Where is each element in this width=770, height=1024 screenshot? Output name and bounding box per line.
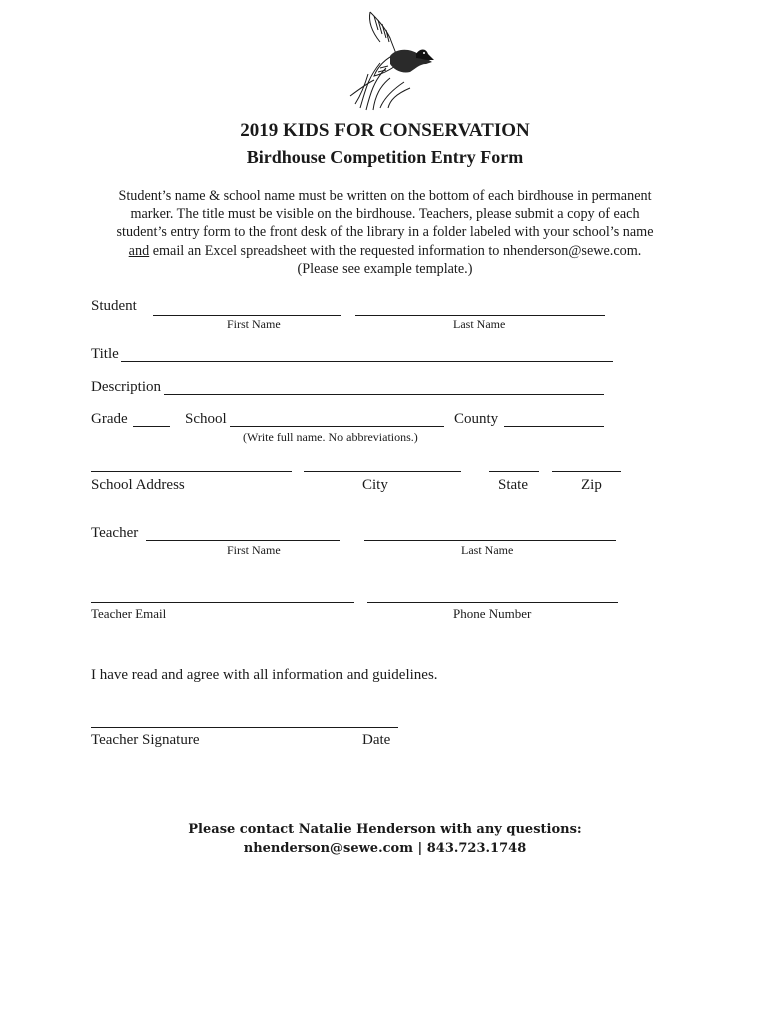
teacher-email-label: Teacher Email xyxy=(91,606,167,621)
teacher-last-name-caption: Last Name xyxy=(461,543,514,557)
school-hint: (Write full name. No abbreviations.) xyxy=(243,430,418,444)
state-field[interactable] xyxy=(489,471,539,472)
underlined-and: and xyxy=(128,242,150,259)
school-address-field[interactable] xyxy=(91,471,292,472)
intro-line: Student’s name & school name must be written on the bottom of each birdhouse in permanent xyxy=(118,188,652,204)
phone-number-label: Phone Number xyxy=(453,606,532,621)
teacher-first-name-caption: First Name xyxy=(227,543,281,557)
school-label: School xyxy=(185,411,227,427)
contact-line: Please contact Natalie Henderson with any questions: xyxy=(188,822,582,837)
contact-block xyxy=(0,820,770,858)
county-label: County xyxy=(454,411,499,427)
title-label: Title xyxy=(91,346,119,362)
form-subtitle: Birdhouse Competition Entry Form xyxy=(246,147,524,167)
zip-label: Zip xyxy=(581,477,602,493)
student-label: Student xyxy=(91,298,137,314)
teacher-first-name-field[interactable] xyxy=(146,540,340,541)
student-first-name-field[interactable] xyxy=(153,315,341,316)
form-title: 2019 KIDS FOR CONSERVATION xyxy=(240,120,530,141)
contact-info: nhenderson@sewe.com | 843.723.1748 xyxy=(243,841,527,856)
intro-line xyxy=(85,242,685,260)
teacher-last-name-field[interactable] xyxy=(364,540,616,541)
grade-field[interactable] xyxy=(133,426,170,427)
duck-logo-icon xyxy=(340,8,440,112)
first-name-caption: First Name xyxy=(227,317,281,331)
city-label: City xyxy=(362,477,388,493)
teacher-signature-label: Teacher Signature xyxy=(91,732,200,748)
school-address-label: School Address xyxy=(91,477,185,493)
description-field[interactable] xyxy=(164,394,604,395)
description-label: Description xyxy=(91,379,161,395)
date-label: Date xyxy=(362,732,391,748)
teacher-label: Teacher xyxy=(91,525,139,541)
teacher-email-field[interactable] xyxy=(91,602,354,603)
city-field[interactable] xyxy=(304,471,461,472)
county-field[interactable] xyxy=(504,426,604,427)
intro-line-rest: email an Excel spreadsheet with the requested information to nhenderson@sewe.com. xyxy=(149,242,642,259)
school-field[interactable] xyxy=(230,426,444,427)
grade-label: Grade xyxy=(91,411,128,427)
phone-number-field[interactable] xyxy=(367,602,618,603)
zip-field[interactable] xyxy=(552,471,621,472)
last-name-caption: Last Name xyxy=(453,317,506,331)
intro-line: (Please see example template.) xyxy=(297,260,473,277)
signature-date-field[interactable] xyxy=(91,727,398,728)
student-last-name-field[interactable] xyxy=(355,315,605,316)
intro-line: marker. The title must be visible on the birdhouse. Teachers, please submit a copy of each xyxy=(130,206,640,223)
intro-paragraph xyxy=(85,187,685,278)
state-label: State xyxy=(498,477,528,493)
agreement-statement: I have read and agree with all information and guidelines. xyxy=(91,667,438,683)
intro-line: student’s entry form to the front desk of the library in a folder labeled with your school’s name xyxy=(116,224,654,241)
title-field[interactable] xyxy=(121,361,613,362)
